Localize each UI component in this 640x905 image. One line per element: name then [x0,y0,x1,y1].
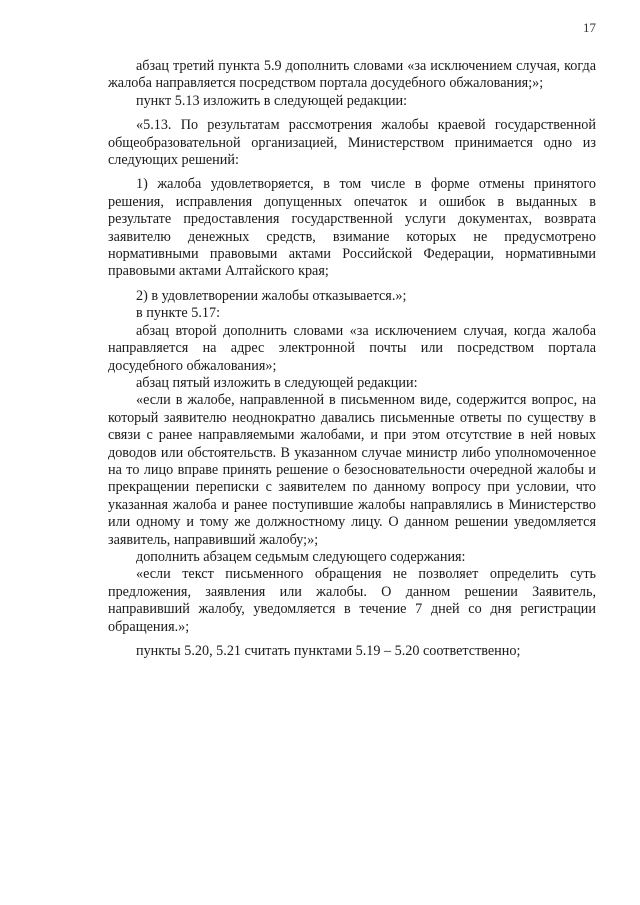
paragraph-amend-5-9: абзац третий пункта 5.9 дополнить словами «за исключением случая, когда жалоба направляется посредством портала досудебного обжалования;»; [108,58,596,92]
paragraph-seventh-abzac-intro: дополнить абзацем седьмым следующего содержания: [136,548,466,565]
paragraph-decision-1: 1) жалоба удовлетворяется, в том числе в форме отмены принятого решения, исправления допущенных опечаток и ошибок в выданных в результате предоставления государственной услуги документах, возврата заявителю денежных средств, взимание которых не предусмотрено нормативными правовыми актами Российской Федерации, нормативными правовыми актами Алтайского края; [108,176,596,280]
paragraph-5-13-intro: пункт 5.13 изложить в следующей редакции: [136,92,408,109]
paragraph-second-abzac: абзац второй дополнить словами «за исключением случая, когда жалоба направляется на адрес электронной почты или посредством портала досудебного обжалования»; [108,322,596,374]
paragraph-5-17-intro: в пункте 5.17: [136,305,221,322]
paragraph-fifth-abzac-intro: абзац пятый изложить в следующей редакции: [136,374,418,391]
paragraph-renumber: пункты 5.20, 5.21 считать пунктами 5.19 – 5.20 соответственно; [136,643,521,659]
paragraph-fifth-abzac-text: «если в жалобе, направленной в письменном виде, содержится вопрос, на который заявителю неоднократно давались письменные ответы по существу в связи с ранее направляемыми жалобами, и при этом отсутствие в ней новых доводов или обстоятельств. В указанном случае министр либо уполномоченное на то лицо вправе принять решение о безосновательности очередной жалобы и прекращении переписки с заявителем по данному вопросу при условии, что указанная жалоба и ранее поступившие жалобы направлялись в Министерство или одному и тому же должностному лицу. О данном решении уведомляется заявитель, направивший жалобу;»; [108,392,596,548]
document-body [108,58,596,660]
paragraph-seventh-abzac-text: «если текст письменного обращения не позволяет определить суть предложения, заявления или жалобы. О данном решении Заявитель, направивший жалобу, уведомляется в течение 7 дней со дня регистрации обращения.»; [108,566,596,635]
page-number: 17 [583,20,596,35]
paragraph-5-13-text: «5.13. По результатам рассмотрения жалобы краевой государственной общеобразовательной организацией, Министерством принимается одно из следующих решений: [108,117,596,169]
paragraph-decision-2: 2) в удовлетворении жалобы отказывается.»; [136,287,407,304]
